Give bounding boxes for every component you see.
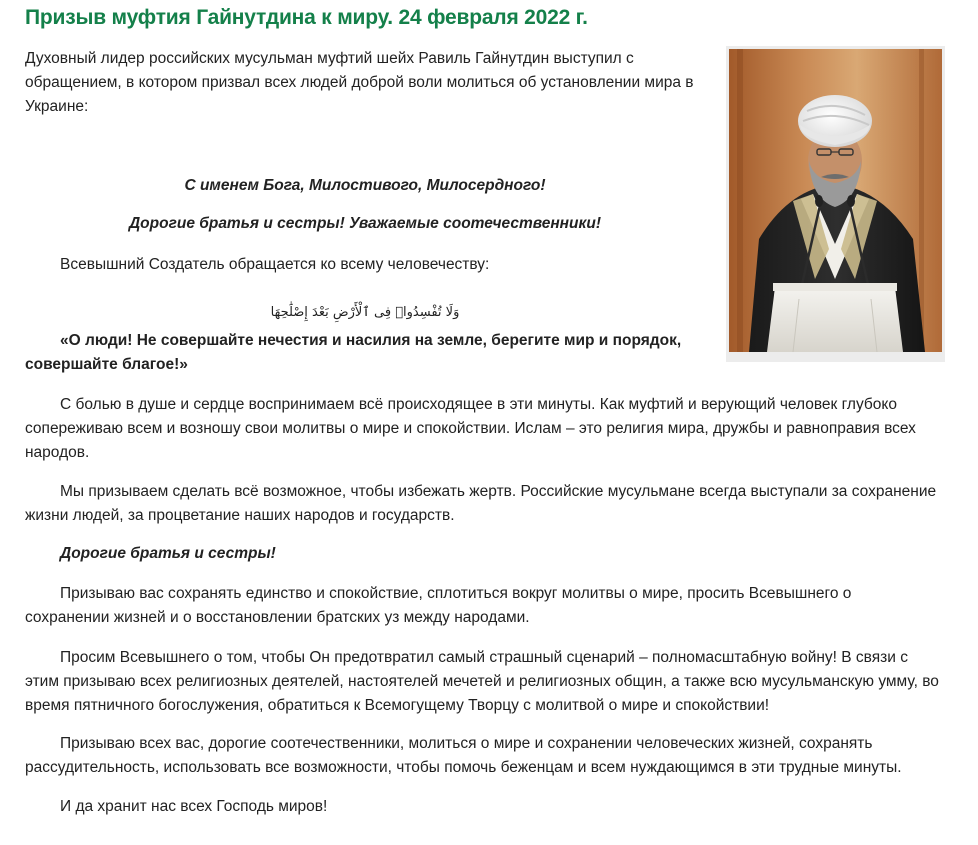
body-paragraph: С болью в душе и сердце воспринимаем всё происходящее в эти минуты. Как муфтий и верующий человек глубоко сопереживаю всем и возношу свои молитвы о мире и спокойствии. Ислам – это религия мира, дружбы и равноправия всех народов. [25, 396, 916, 461]
body-paragraph: Мы призываем сделать всё возможное, чтобы избежать жертв. Российские мусульмане всегда выступали за сохранение жизни людей, за процветание наших народов и государств. [25, 483, 937, 524]
closing-line: И да хранит нас всех Господь миров! [60, 798, 328, 815]
creator-line: Всевышний Создатель обращается ко всему человечеству: [60, 256, 490, 273]
body-paragraph: Призываю вас сохранять единство и спокойствие, сплотиться вокруг молитвы о мире, просить Всевышнего о сохранении жизней и о восстановлении братских уз между народами. [25, 585, 852, 626]
page-title: Призыв муфтия Гайнутдина к миру. 24 февраля 2022 г. [25, 6, 588, 29]
greeting-subheading: Дорогие братья и сестры! [60, 545, 276, 562]
mufti-photo [729, 49, 942, 352]
mufti-photo-frame [726, 46, 945, 362]
intro-paragraph: Духовный лидер российских мусульман муфтий шейх Равиль Гайнутдин выступил с обращением, в котором призвал всех людей доброй воли молиться об установлении мира в Украине: [25, 50, 694, 115]
verse-translation-quote: «О люди! Не совершайте нечестия и насилия на земле, берегите мир и порядок, совершайте благое!» [25, 332, 682, 373]
greeting-line: Дорогие братья и сестры! Уважаемые соотечественники! [128, 215, 602, 232]
bismillah-line: С именем Бога, Милостивого, Милосердного! [184, 177, 546, 194]
body-paragraph: Просим Всевышнего о том, чтобы Он предотвратил самый страшный сценарий – полномасштабную войну! В связи с этим призываю всех религиозных деятелей, настоятелей мечетей и религиозных общин, а также всю мусульманскую умму, во время пятничного богослужения, обратиться к Всемогущему Творцу с молитвой о мире и спокойствии! [25, 649, 939, 714]
arabic-verse: وَلَا تُفْسِدُوا۟ فِى ٱلْأَرْضِ بَعْدَ إِصْلَٰحِهَا [270, 305, 460, 320]
article [25, 0, 945, 815]
body-paragraph: Призываю всех вас, дорогие соотечественники, молиться о мире и сохранении человеческих жизней, сохранять рассудительность, использовать все возможности, чтобы помочь беженцам и всем нуждающимся в эти трудные минуты. [25, 735, 902, 776]
